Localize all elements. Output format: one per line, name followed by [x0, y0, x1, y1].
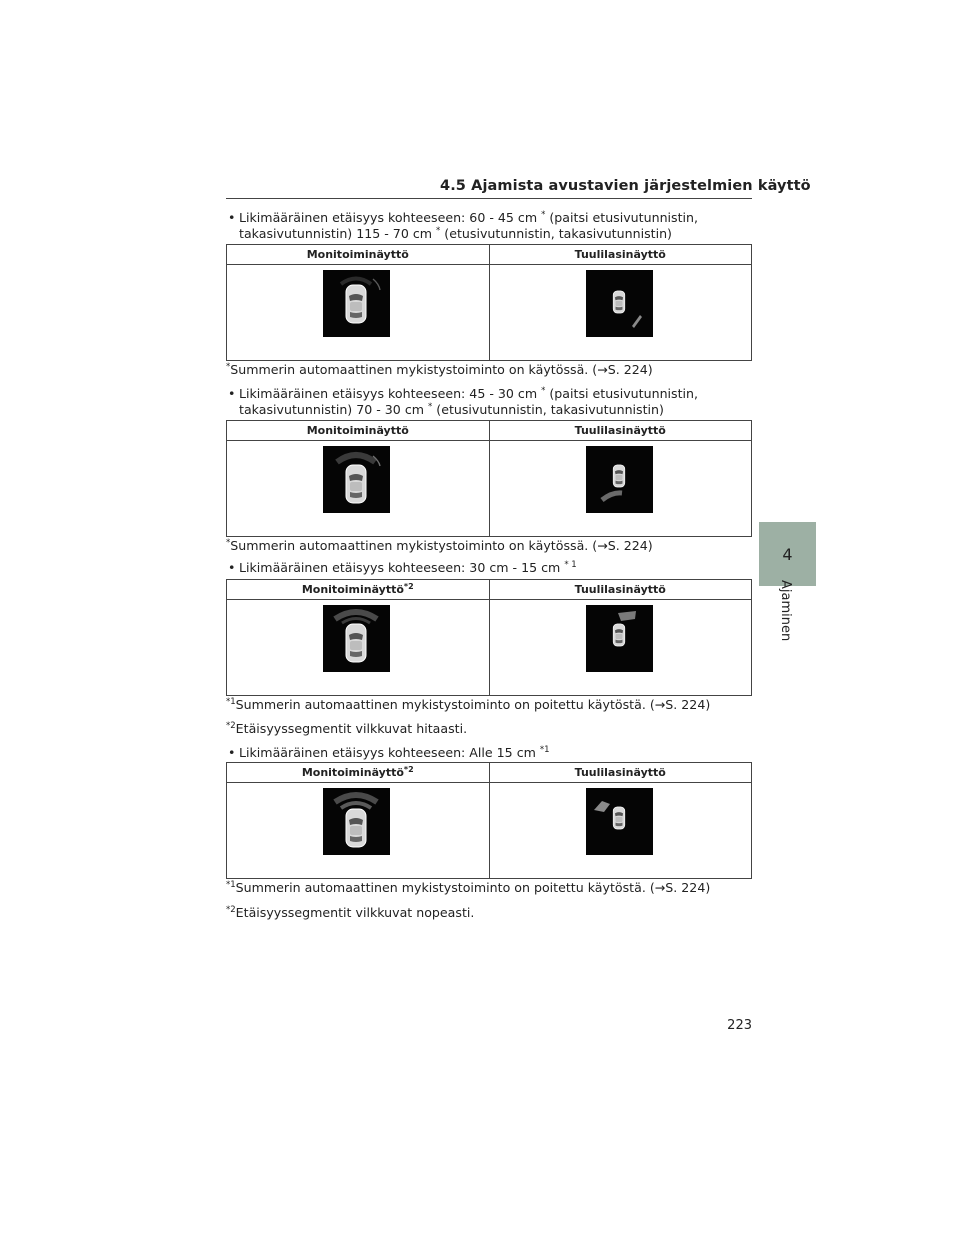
display-table	[226, 244, 752, 361]
page-header-title: 4.5 Ajamista avustavien järjestelmien käyttö	[440, 178, 811, 194]
chapter-label: Ajaminen	[778, 580, 793, 642]
col-header-multi-info: Monitoiminäyttö$^{*2}$	[301, 765, 414, 779]
bullet-distance-45-30: • Likimääräinen etäisyys kohteeseen: 45 - 30 cm * (paitsi etusivutunnistin, takasivutunnistin) 70 - 30 cm * (etusivutunnistin, takasivutunnistin)	[228, 386, 699, 417]
footnote: $^{*2}$Etäisyyssegmentit vilkkuvat hitaasti.	[226, 721, 468, 736]
hud-display-image	[586, 446, 653, 513]
chapter-number: 4	[782, 545, 793, 564]
hud-display-image	[586, 788, 653, 855]
display-table	[226, 762, 752, 879]
col-header-multi-info: Monitoiminäyttö$^{*2}$	[301, 582, 414, 596]
multi-info-display-image	[323, 788, 390, 855]
bullet-distance-under-15: • Likimääräinen etäisyys kohteeseen: Alle 15 cm $^{*1}$	[228, 745, 550, 760]
footnote: $^{*2}$Etäisyyssegmentit vilkkuvat nopeasti.	[226, 905, 475, 920]
display-table	[226, 420, 752, 537]
col-header-hud: Tuulilasinäyttö	[489, 421, 752, 440]
multi-info-display-image	[323, 270, 390, 337]
footnote: $^{*1}$Summerin automaattinen mykistystoiminto on poitettu käytöstä. (→S. 224)	[226, 697, 711, 712]
footnote: *Summerin automaattinen mykistystoiminto on käytössä. (→S. 224)	[226, 362, 653, 377]
footnote: $^{*1}$Summerin automaattinen mykistystoiminto on poitettu käytöstä. (→S. 224)	[226, 880, 711, 895]
col-header-hud: Tuulilasinäyttö	[489, 580, 752, 599]
hud-display-image	[586, 605, 653, 672]
footnote: *Summerin automaattinen mykistystoiminto on käytössä. (→S. 224)	[226, 538, 653, 553]
display-table	[226, 579, 752, 696]
multi-info-display-image	[323, 446, 390, 513]
bullet-distance-60-45: • Likimääräinen etäisyys kohteeseen: 60 - 45 cm * (paitsi etusivutunnistin, takasivutunnistin) 115 - 70 cm * (etusivutunnistin, takasivutunnistin)	[228, 210, 699, 241]
col-header-multi-info: Monitoiminäyttö	[306, 424, 409, 437]
hud-display-image	[586, 270, 653, 337]
col-header-multi-info: Monitoiminäyttö	[306, 248, 409, 261]
col-header-hud: Tuulilasinäyttö	[489, 245, 752, 264]
page-number: 223	[727, 1018, 752, 1033]
bullet-distance-30-15: • Likimääräinen etäisyys kohteeseen: 30 cm - 15 cm $^{* 1}$	[228, 560, 577, 575]
multi-info-display-image	[323, 605, 390, 672]
header-rule	[226, 198, 752, 199]
col-header-hud: Tuulilasinäyttö	[489, 763, 752, 782]
